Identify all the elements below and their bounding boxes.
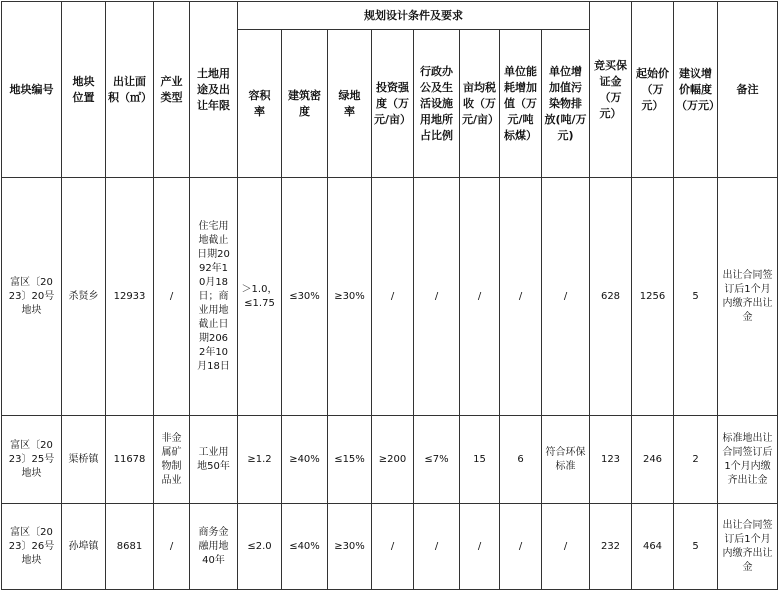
cell-plot-ratio: ≥1.2 <box>238 416 282 504</box>
table-row <box>2 416 778 504</box>
cell-building-density: ≤40% <box>282 504 328 590</box>
header-increment: 建议增价幅度（万元） <box>674 2 718 178</box>
cell-remarks: 出让合同签订后1个月内缴齐出让金 <box>718 504 778 590</box>
header-group-planning: 规划设计条件及要求 <box>238 2 590 30</box>
cell-investment: / <box>372 504 414 590</box>
cell-location: 孙埠镇 <box>62 504 106 590</box>
header-remarks: 备注 <box>718 2 778 178</box>
cell-energy: / <box>500 178 542 416</box>
cell-start-price: 246 <box>632 416 674 504</box>
cell-green-ratio: ≥30% <box>328 504 372 590</box>
cell-energy: / <box>500 504 542 590</box>
cell-area: 12933 <box>106 178 154 416</box>
header-deposit: 竞买保证金（万元） <box>590 2 632 178</box>
header-land-use: 土地用途及出让年限 <box>190 2 238 178</box>
cell-tax: / <box>460 178 500 416</box>
cell-industry: 非金属矿物制品业 <box>154 416 190 504</box>
cell-location: 渠桥镇 <box>62 416 106 504</box>
cell-admin-ratio: ≤7% <box>414 416 460 504</box>
cell-tax: 15 <box>460 416 500 504</box>
cell-green-ratio: ≥30% <box>328 178 372 416</box>
cell-increment: 5 <box>674 178 718 416</box>
cell-admin-ratio: / <box>414 504 460 590</box>
land-auction-table <box>1 1 778 590</box>
cell-deposit: 628 <box>590 178 632 416</box>
cell-remarks: 标准地出让合同签订后1个月内缴齐出让金 <box>718 416 778 504</box>
header-location: 地块位置 <box>62 2 106 178</box>
header-area: 出让面积（㎡） <box>106 2 154 178</box>
header-parcel-no: 地块编号 <box>2 2 62 178</box>
cell-land-use: 工业用地50年 <box>190 416 238 504</box>
cell-pollution: 符合环保标准 <box>542 416 590 504</box>
header-green-ratio: 绿地率 <box>328 30 372 178</box>
cell-location: 杀贤乡 <box>62 178 106 416</box>
cell-increment: 5 <box>674 504 718 590</box>
cell-investment: / <box>372 178 414 416</box>
header-industry: 产业类型 <box>154 2 190 178</box>
cell-increment: 2 <box>674 416 718 504</box>
cell-remarks: 出让合同签订后1个月内缴齐出让金 <box>718 178 778 416</box>
cell-building-density: ≤30% <box>282 178 328 416</box>
cell-start-price: 464 <box>632 504 674 590</box>
cell-land-use: 住宅用地截止日期2092年10月18日；商业用地截止日期2062年10月18日 <box>190 178 238 416</box>
header-building-density: 建筑密度 <box>282 30 328 178</box>
cell-pollution: / <box>542 178 590 416</box>
cell-building-density: ≥40% <box>282 416 328 504</box>
header-admin-ratio: 行政办公及生活设施用地所占比例 <box>414 30 460 178</box>
cell-start-price: 1256 <box>632 178 674 416</box>
cell-deposit: 123 <box>590 416 632 504</box>
cell-area: 8681 <box>106 504 154 590</box>
cell-tax: / <box>460 504 500 590</box>
header-tax: 亩均税收（万元/亩） <box>460 30 500 178</box>
cell-parcel-no: 富区〔2023〕26号地块 <box>2 504 62 590</box>
header-pollution: 单位增加值污染物排放(吨/万元) <box>542 30 590 178</box>
cell-energy: 6 <box>500 416 542 504</box>
cell-plot-ratio: ＞1.0，≤1.75 <box>238 178 282 416</box>
header-row-1 <box>2 2 778 30</box>
cell-plot-ratio: ≤2.0 <box>238 504 282 590</box>
cell-land-use: 商务金融用地40年 <box>190 504 238 590</box>
table-row <box>2 504 778 590</box>
cell-industry: / <box>154 178 190 416</box>
cell-admin-ratio: / <box>414 178 460 416</box>
header-energy: 单位能耗增加值（万元/吨标煤） <box>500 30 542 178</box>
header-plot-ratio: 容积率 <box>238 30 282 178</box>
cell-parcel-no: 富区〔2023〕25号地块 <box>2 416 62 504</box>
cell-green-ratio: ≤15% <box>328 416 372 504</box>
cell-industry: / <box>154 504 190 590</box>
cell-pollution: / <box>542 504 590 590</box>
table-row <box>2 178 778 416</box>
header-investment: 投资强度（万元/亩） <box>372 30 414 178</box>
cell-parcel-no: 富区〔2023〕20号地块 <box>2 178 62 416</box>
cell-investment: ≥200 <box>372 416 414 504</box>
header-start-price: 起始价（万元） <box>632 2 674 178</box>
cell-area: 11678 <box>106 416 154 504</box>
cell-deposit: 232 <box>590 504 632 590</box>
